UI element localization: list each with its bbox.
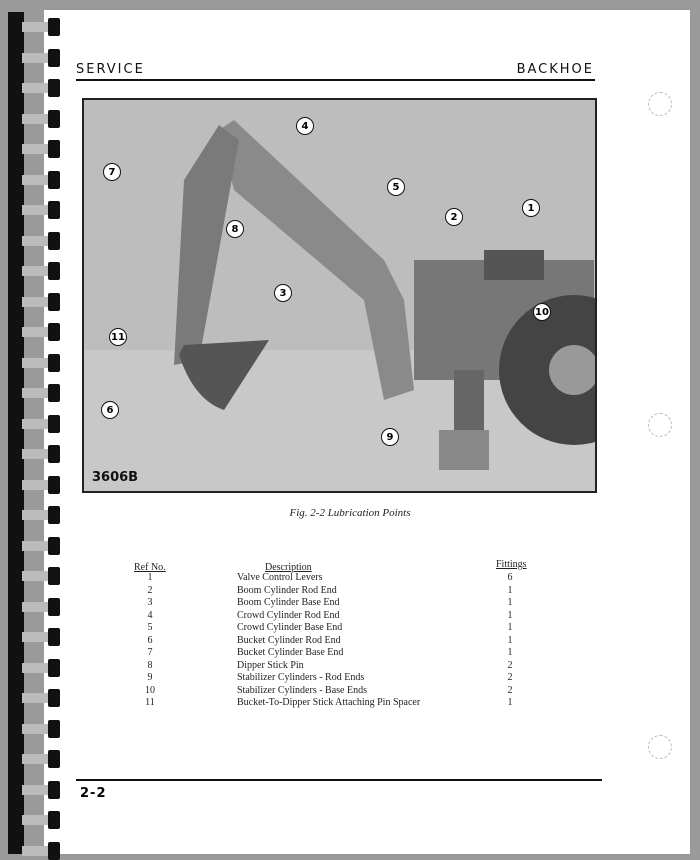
binder-ring: [22, 262, 62, 280]
description-cell: Stabilizer Cylinders - Base Ends: [237, 684, 367, 696]
fittings-cell: 1: [507, 634, 513, 646]
callout-4: 4: [296, 117, 314, 135]
backhoe-photo: [82, 98, 597, 493]
binder-ring: [22, 476, 62, 494]
callout-9: 9: [381, 428, 399, 446]
fittings-cell: 2: [507, 672, 513, 683]
ref-cell: 10: [145, 684, 155, 696]
description-cell: Stabilizer Cylinders - Rod Ends: [237, 672, 365, 683]
description-cell: Valve Control Levers: [237, 572, 323, 583]
description-cell: Boom Cylinder Rod End: [237, 584, 337, 596]
description-cell: Crowd Cylinder Rod End: [237, 609, 340, 621]
callout-5: 5: [387, 178, 405, 196]
binder-ring: [22, 750, 62, 768]
binder-ring: [22, 415, 62, 433]
ref-cell: 6: [147, 634, 153, 646]
description-cell: Bucket Cylinder Base End: [237, 647, 344, 658]
binder-ring: [22, 49, 62, 67]
binder-ring: [22, 720, 62, 738]
callout-7: 7: [103, 163, 121, 181]
footer-rule: [76, 779, 602, 781]
description-cell: Bucket Cylinder Rod End: [237, 634, 341, 646]
ref-cell: 8: [147, 659, 153, 671]
fittings-cell: 1: [507, 584, 513, 596]
ref-cell: 3: [147, 597, 153, 608]
binder-ring: [22, 598, 62, 616]
callout-10: 10: [533, 303, 551, 321]
ref-cell: 11: [145, 697, 155, 708]
punch-hole: [648, 413, 672, 437]
ref-cell: 1: [147, 572, 153, 583]
ref-cell: 7: [147, 647, 153, 658]
binder-ring: [22, 781, 62, 799]
ref-cell: 9: [147, 672, 153, 683]
binder-ring: [22, 110, 62, 128]
callout-1: 1: [522, 199, 540, 217]
fittings-cell: 2: [507, 684, 513, 696]
binder-ring: [22, 384, 62, 402]
description-cell: Crowd Cylinder Base End: [237, 622, 343, 633]
page-number: 2-2: [80, 786, 107, 801]
binder-ring: [22, 232, 62, 250]
description-cell: Bucket-To-Dipper Stick Attaching Pin Spacer: [237, 697, 421, 708]
binder-ring: [22, 659, 62, 677]
punch-hole: [648, 735, 672, 759]
punch-hole: [648, 92, 672, 116]
binder-ring: [22, 79, 62, 97]
binder-ring: [22, 354, 62, 372]
description-cell: Dipper Stick Pin: [237, 659, 304, 671]
binder-ring: [22, 171, 62, 189]
callout-11: 11: [109, 328, 127, 346]
binder-ring: [22, 689, 62, 707]
binder-ring: [22, 323, 62, 341]
fittings-cell: 1: [507, 647, 513, 658]
ref-cell: 2: [147, 584, 153, 596]
callout-3: 3: [274, 284, 292, 302]
binder-ring: [22, 537, 62, 555]
chapter-title: BACKHOE: [516, 62, 594, 77]
section-title: SERVICE: [76, 62, 145, 77]
binder-ring: [22, 842, 62, 860]
fittings-cell: 1: [507, 622, 513, 633]
binder-ring: [22, 628, 62, 646]
fittings-cell: 1: [507, 597, 513, 608]
binder-ring: [22, 567, 62, 585]
binder-ring: [22, 445, 62, 463]
binder-ring: [22, 811, 62, 829]
callout-8: 8: [226, 220, 244, 238]
ref-cell: 5: [147, 622, 153, 633]
header-description: Description: [265, 562, 312, 573]
callout-6: 6: [101, 401, 119, 419]
ref-cell: 4: [147, 609, 153, 621]
fittings-cell: 1: [507, 697, 513, 708]
image-label: 3606B: [92, 470, 139, 485]
binder-ring: [22, 201, 62, 219]
fittings-cell: 6: [507, 572, 513, 583]
header-fittings: Fittings: [496, 559, 527, 570]
fittings-cell: 2: [507, 659, 513, 671]
binder-ring: [22, 140, 62, 158]
figure-caption: Fig. 2-2 Lubrication Points: [289, 507, 411, 519]
description-cell: Boom Cylinder Base End: [237, 597, 340, 608]
binder-ring: [22, 293, 62, 311]
binder-ring: [22, 18, 62, 36]
header-ref: Ref No.: [134, 562, 166, 573]
fittings-cell: 1: [507, 609, 513, 621]
header-rule: [76, 79, 595, 81]
callout-2: 2: [445, 208, 463, 226]
